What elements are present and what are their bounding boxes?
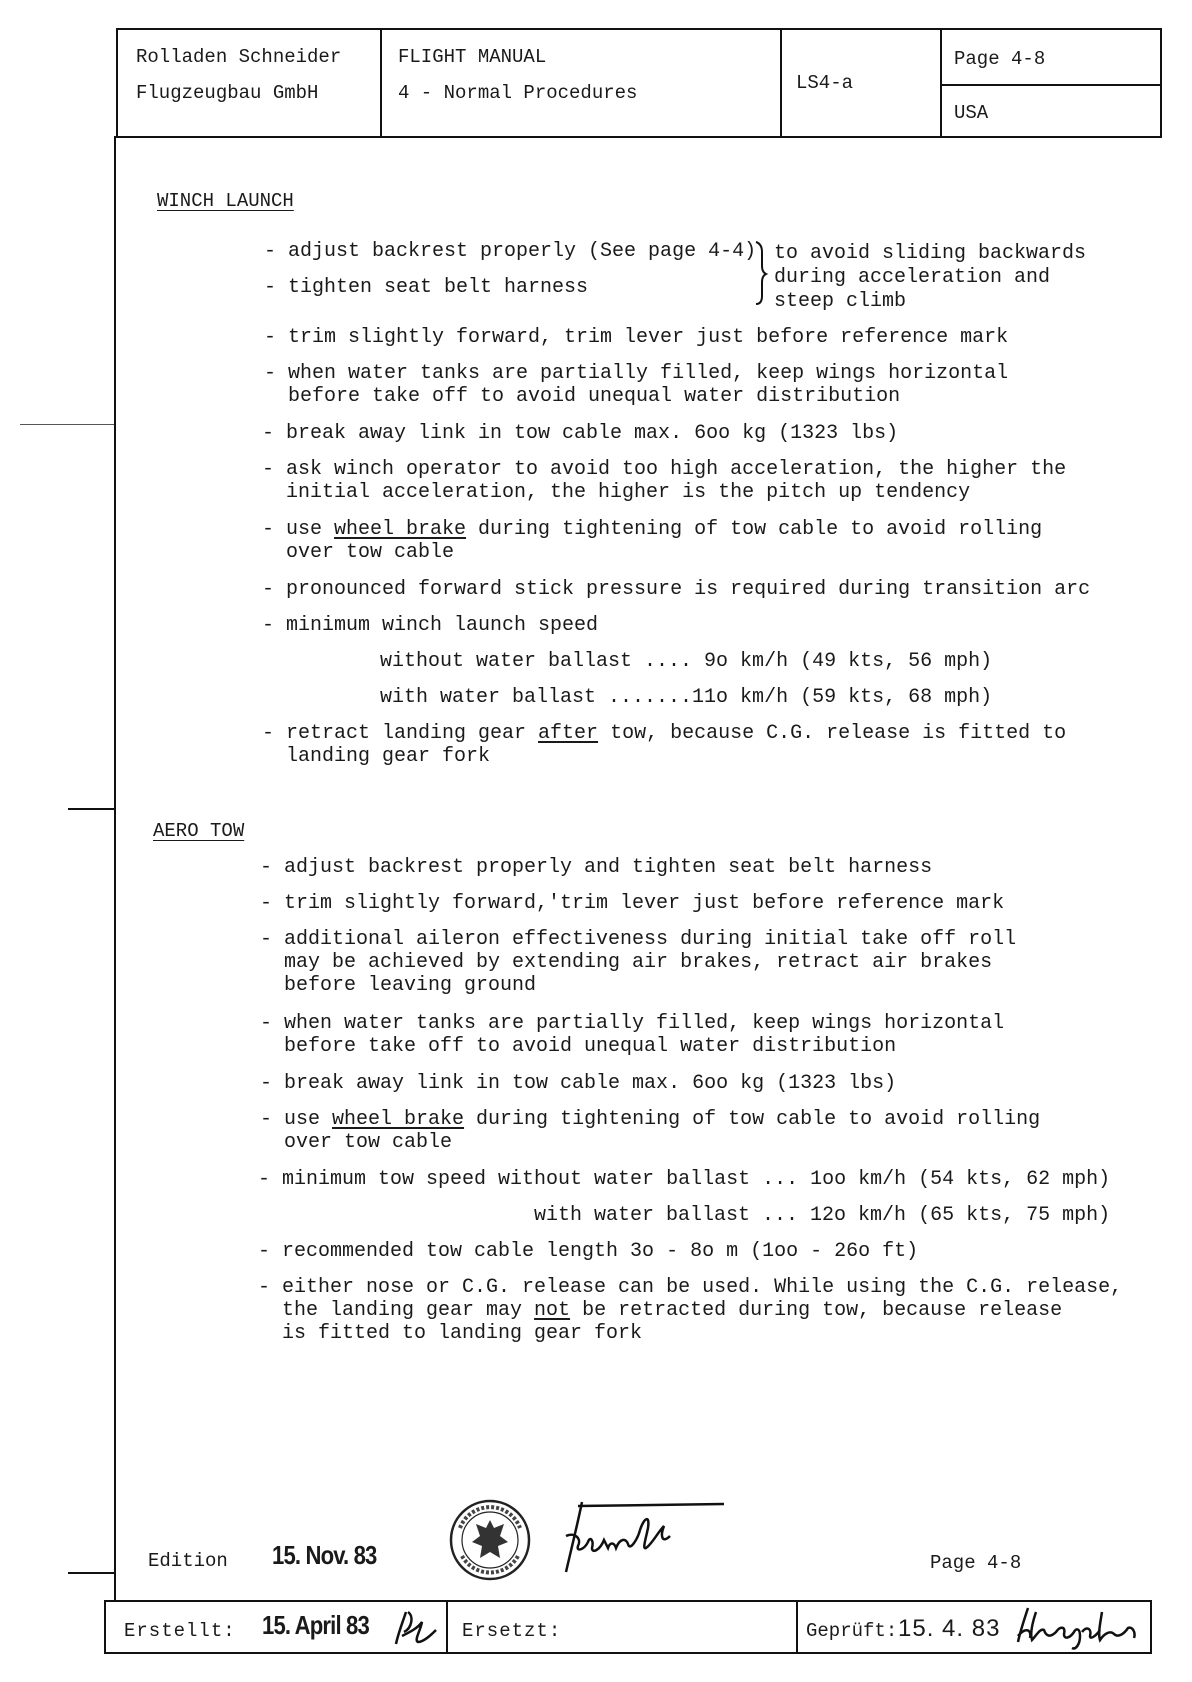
winch-speed: minimum winch launch speed	[286, 614, 599, 637]
underlined-text: wheel brake	[332, 1108, 465, 1131]
edition-label: Edition	[148, 1550, 228, 1572]
aero-release-2	[282, 1299, 1062, 1322]
winch-accel-1: ask winch operator to avoid too high acceleration, the higher the	[286, 458, 1067, 481]
aero-release-1: either nose or C.G. release can be used. While using the C.G. release,	[282, 1276, 1123, 1299]
aero-trim: trim slightly forward,'trim lever just before reference mark	[284, 892, 1005, 915]
aero-brake-1	[284, 1108, 1040, 1131]
erstellt-label: Erstellt:	[124, 1620, 236, 1642]
official-seal-icon	[448, 1498, 532, 1582]
winch-speed-with: with water ballast .......11o km/h (59 kts, 68 mph)	[380, 686, 993, 709]
winch-launch-heading: WINCH LAUNCH	[157, 190, 294, 212]
winch-water-1: when water tanks are partially filled, keep wings horizontal	[288, 362, 1009, 385]
winch-speed-without: without water ballast .... 9o km/h (49 kts, 56 mph)	[380, 650, 993, 673]
text: tow, because C.G. release is fitted to	[598, 722, 1067, 745]
bullet-dash: -	[262, 518, 275, 541]
aero-aileron-1: additional aileron effectiveness during initial take off roll	[284, 928, 1017, 951]
aero-backrest: adjust backrest properly and tighten seat belt harness	[284, 856, 933, 879]
approver-signature-icon	[1010, 1602, 1146, 1650]
geprueft-label: Geprüft:	[806, 1620, 898, 1642]
winch-bracket-note-3: steep climb	[774, 290, 907, 313]
underlined-text: not	[534, 1299, 571, 1322]
margin-mark	[68, 808, 114, 810]
aero-aileron-3: before leaving ground	[284, 974, 537, 997]
bullet-dash: -	[260, 1108, 273, 1131]
aero-tow-heading: AERO TOW	[153, 820, 245, 842]
bullet-dash: -	[262, 458, 275, 481]
bullet-dash: -	[262, 578, 275, 601]
winch-accel-2: initial acceleration, the higher is the pitch up tendency	[286, 481, 971, 504]
brace-icon	[752, 240, 770, 306]
aero-link: break away link in tow cable max. 6oo kg (1323 lbs)	[284, 1072, 897, 1095]
bullet-dash: -	[262, 614, 275, 637]
header-country: USA	[954, 102, 989, 124]
company-suffix: Flugzeugbau GmbH	[136, 82, 319, 104]
erstellt-date: 15. April 83	[262, 1610, 369, 1640]
aircraft-model: LS4-a	[796, 72, 854, 94]
bullet-dash: -	[258, 1240, 271, 1263]
bullet-dash: -	[260, 856, 273, 879]
signature-icon	[548, 1492, 730, 1578]
text: be retracted during tow, because release	[570, 1299, 1063, 1322]
aero-water-1: when water tanks are partially filled, keep wings horizontal	[284, 1012, 1005, 1035]
winch-link: break away link in tow cable max. 6oo kg (1323 lbs)	[286, 422, 899, 445]
aero-release-3: is fitted to landing gear fork	[282, 1322, 643, 1345]
margin-mark	[20, 424, 114, 425]
geprueft-date: 15. 4. 83	[898, 1615, 1001, 1642]
winch-trim: trim slightly forward, trim lever just before reference mark	[288, 326, 1009, 349]
bullet-dash: -	[264, 326, 277, 349]
winch-water-2: before take off to avoid unequal water distribution	[288, 385, 901, 408]
text: during tightening of tow cable to avoid rolling	[464, 1108, 1041, 1131]
bullet-dash: -	[264, 362, 277, 385]
winch-brake-2: over tow cable	[286, 541, 455, 564]
bullet-dash: -	[262, 722, 275, 745]
winch-gear-2: landing gear fork	[286, 745, 491, 768]
footer-page-number: Page 4-8	[930, 1552, 1022, 1574]
winch-stick: pronounced forward stick pressure is required during transition arc	[286, 578, 1091, 601]
underlined-text: after	[538, 722, 599, 745]
bullet-dash: -	[262, 422, 275, 445]
company-name: Rolladen Schneider	[136, 46, 342, 68]
bullet-dash: -	[258, 1168, 271, 1191]
aero-cable: recommended tow cable length 3o - 8o m (1oo - 26o ft)	[282, 1240, 919, 1263]
section-title: 4 - Normal Procedures	[398, 82, 638, 104]
underlined-text: wheel brake	[334, 518, 467, 541]
bullet-dash: -	[260, 928, 273, 951]
text: use	[286, 518, 335, 541]
aero-aileron-2: may be achieved by extending air brakes, retract air brakes	[284, 951, 993, 974]
winch-brake-1	[286, 518, 1042, 541]
aero-speed-1: minimum tow speed without water ballast ... 1oo km/h (54 kts, 62 mph)	[282, 1168, 1111, 1191]
winch-gear-1	[286, 722, 1066, 745]
bullet-dash: -	[258, 1276, 271, 1299]
initials-signature-icon	[392, 1606, 442, 1650]
ersetzt-label: Ersetzt:	[462, 1620, 562, 1642]
manual-title: FLIGHT MANUAL	[398, 46, 547, 68]
left-border	[114, 136, 116, 1600]
aero-water-2: before take off to avoid unequal water distribution	[284, 1035, 897, 1058]
bullet-dash: -	[264, 240, 277, 263]
winch-bracket-note-2: during acceleration and	[774, 266, 1051, 289]
text: use	[284, 1108, 333, 1131]
edition-date: 15. Nov. 83	[272, 1540, 377, 1570]
bullet-dash: -	[260, 892, 273, 915]
text: retract landing gear	[286, 722, 539, 745]
bullet-dash: -	[260, 1072, 273, 1095]
winch-bracket-note-1: to avoid sliding backwards	[774, 242, 1087, 265]
header-page-number: Page 4-8	[954, 48, 1046, 70]
margin-mark	[68, 1572, 114, 1574]
text: the landing gear may	[282, 1299, 535, 1322]
aero-speed-2: with water ballast ... 12o km/h (65 kts, 75 mph)	[534, 1204, 1111, 1227]
bullet-dash: -	[264, 276, 277, 299]
aero-brake-2: over tow cable	[284, 1131, 453, 1154]
bullet-dash: -	[260, 1012, 273, 1035]
text: during tightening of tow cable to avoid rolling	[466, 518, 1043, 541]
winch-backrest: adjust backrest properly (See page 4-4)	[288, 240, 757, 263]
winch-belt: tighten seat belt harness	[288, 276, 589, 299]
